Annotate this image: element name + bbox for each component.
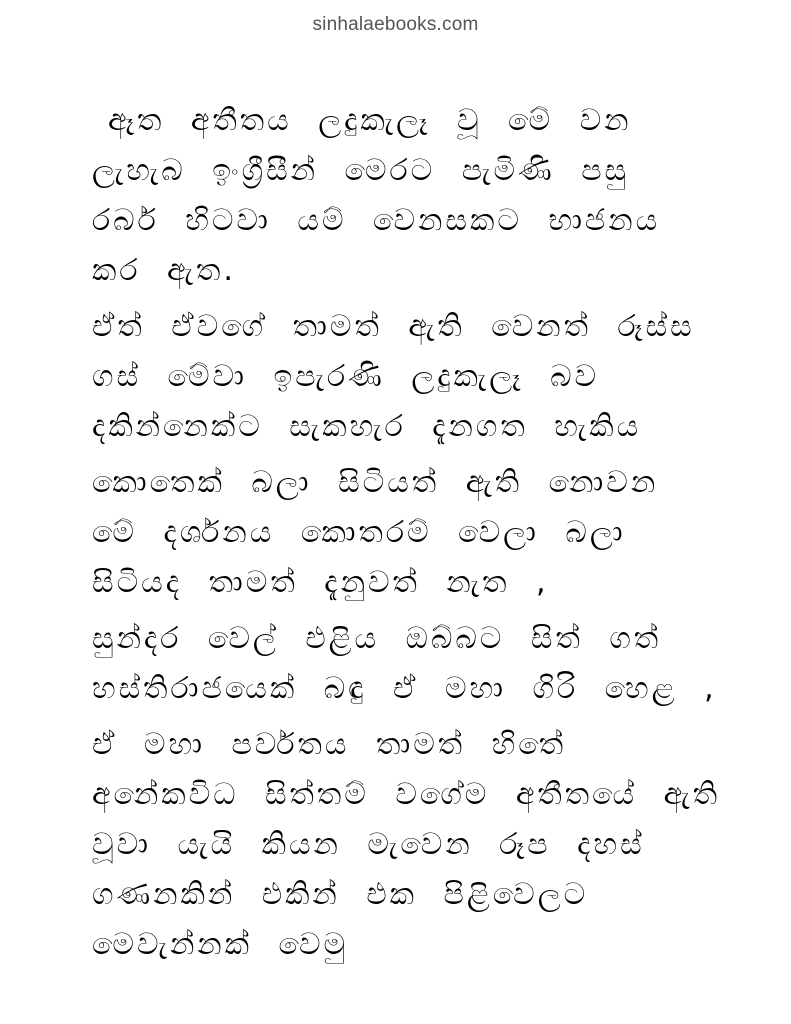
text-line: ගණනකින් එකින් එක පිළිවෙලට <box>92 877 589 912</box>
text-line: සිටියද තාමත් දැනුවත් නැත , <box>92 565 549 600</box>
sinhala-body-text <box>92 96 732 980</box>
stanza-1 <box>92 96 732 296</box>
text-line: හස්තිරාජයෙක් බඳු ඒ මහා ගිරි හෙළ , <box>92 671 717 706</box>
text-line: සුන්දර වෙල් එළිය ඔබ්බට සිත් ගත් <box>92 621 662 656</box>
text-line: ඈත අතීතය ලදුකැලෑ වූ මේ වන <box>108 103 632 138</box>
text-line: ඒ මහා පර්වතය තාමත් හිතේ <box>92 727 567 762</box>
text-line: කොතෙක් බලා සිටියත් ඇති නොවන <box>92 465 659 500</box>
text-line: කර ඇත. <box>92 253 236 288</box>
text-line: වූවා යැයි කියන මැවෙන රූප දහස් <box>92 827 645 862</box>
text-line: අනේකවිධ සිත්තම් වගේම අතීතයේ ඇති <box>92 777 721 812</box>
text-line: ගස් මේවා ඉපැරණි ලදුකැලෑ බව <box>92 359 600 394</box>
stanza-5 <box>92 720 732 970</box>
stanza-4 <box>92 614 732 714</box>
stanza-2 <box>92 302 732 452</box>
text-line: රබර් හිටවා යම් වෙනසකට භාජනය <box>92 203 661 238</box>
text-line: ඒත් ඒවගේ තාමත් ඇති වෙනත් රූස්ස <box>92 309 695 344</box>
text-line: දකින්නෙක්ට සැකහැර දැනගත හැකිය <box>92 409 642 444</box>
text-line: මේ දර්ශනය කොතරම් වෙලා බලා <box>92 515 626 550</box>
text-line: මෙවැන්නක් වෙමු <box>92 927 349 962</box>
stanza-3 <box>92 458 732 608</box>
text-line: ලැහැබ ඉංග්‍රීසීන් මෙරට පැමිණි පසු <box>92 153 630 188</box>
site-watermark-header: sinhalaebooks.com <box>312 14 479 35</box>
